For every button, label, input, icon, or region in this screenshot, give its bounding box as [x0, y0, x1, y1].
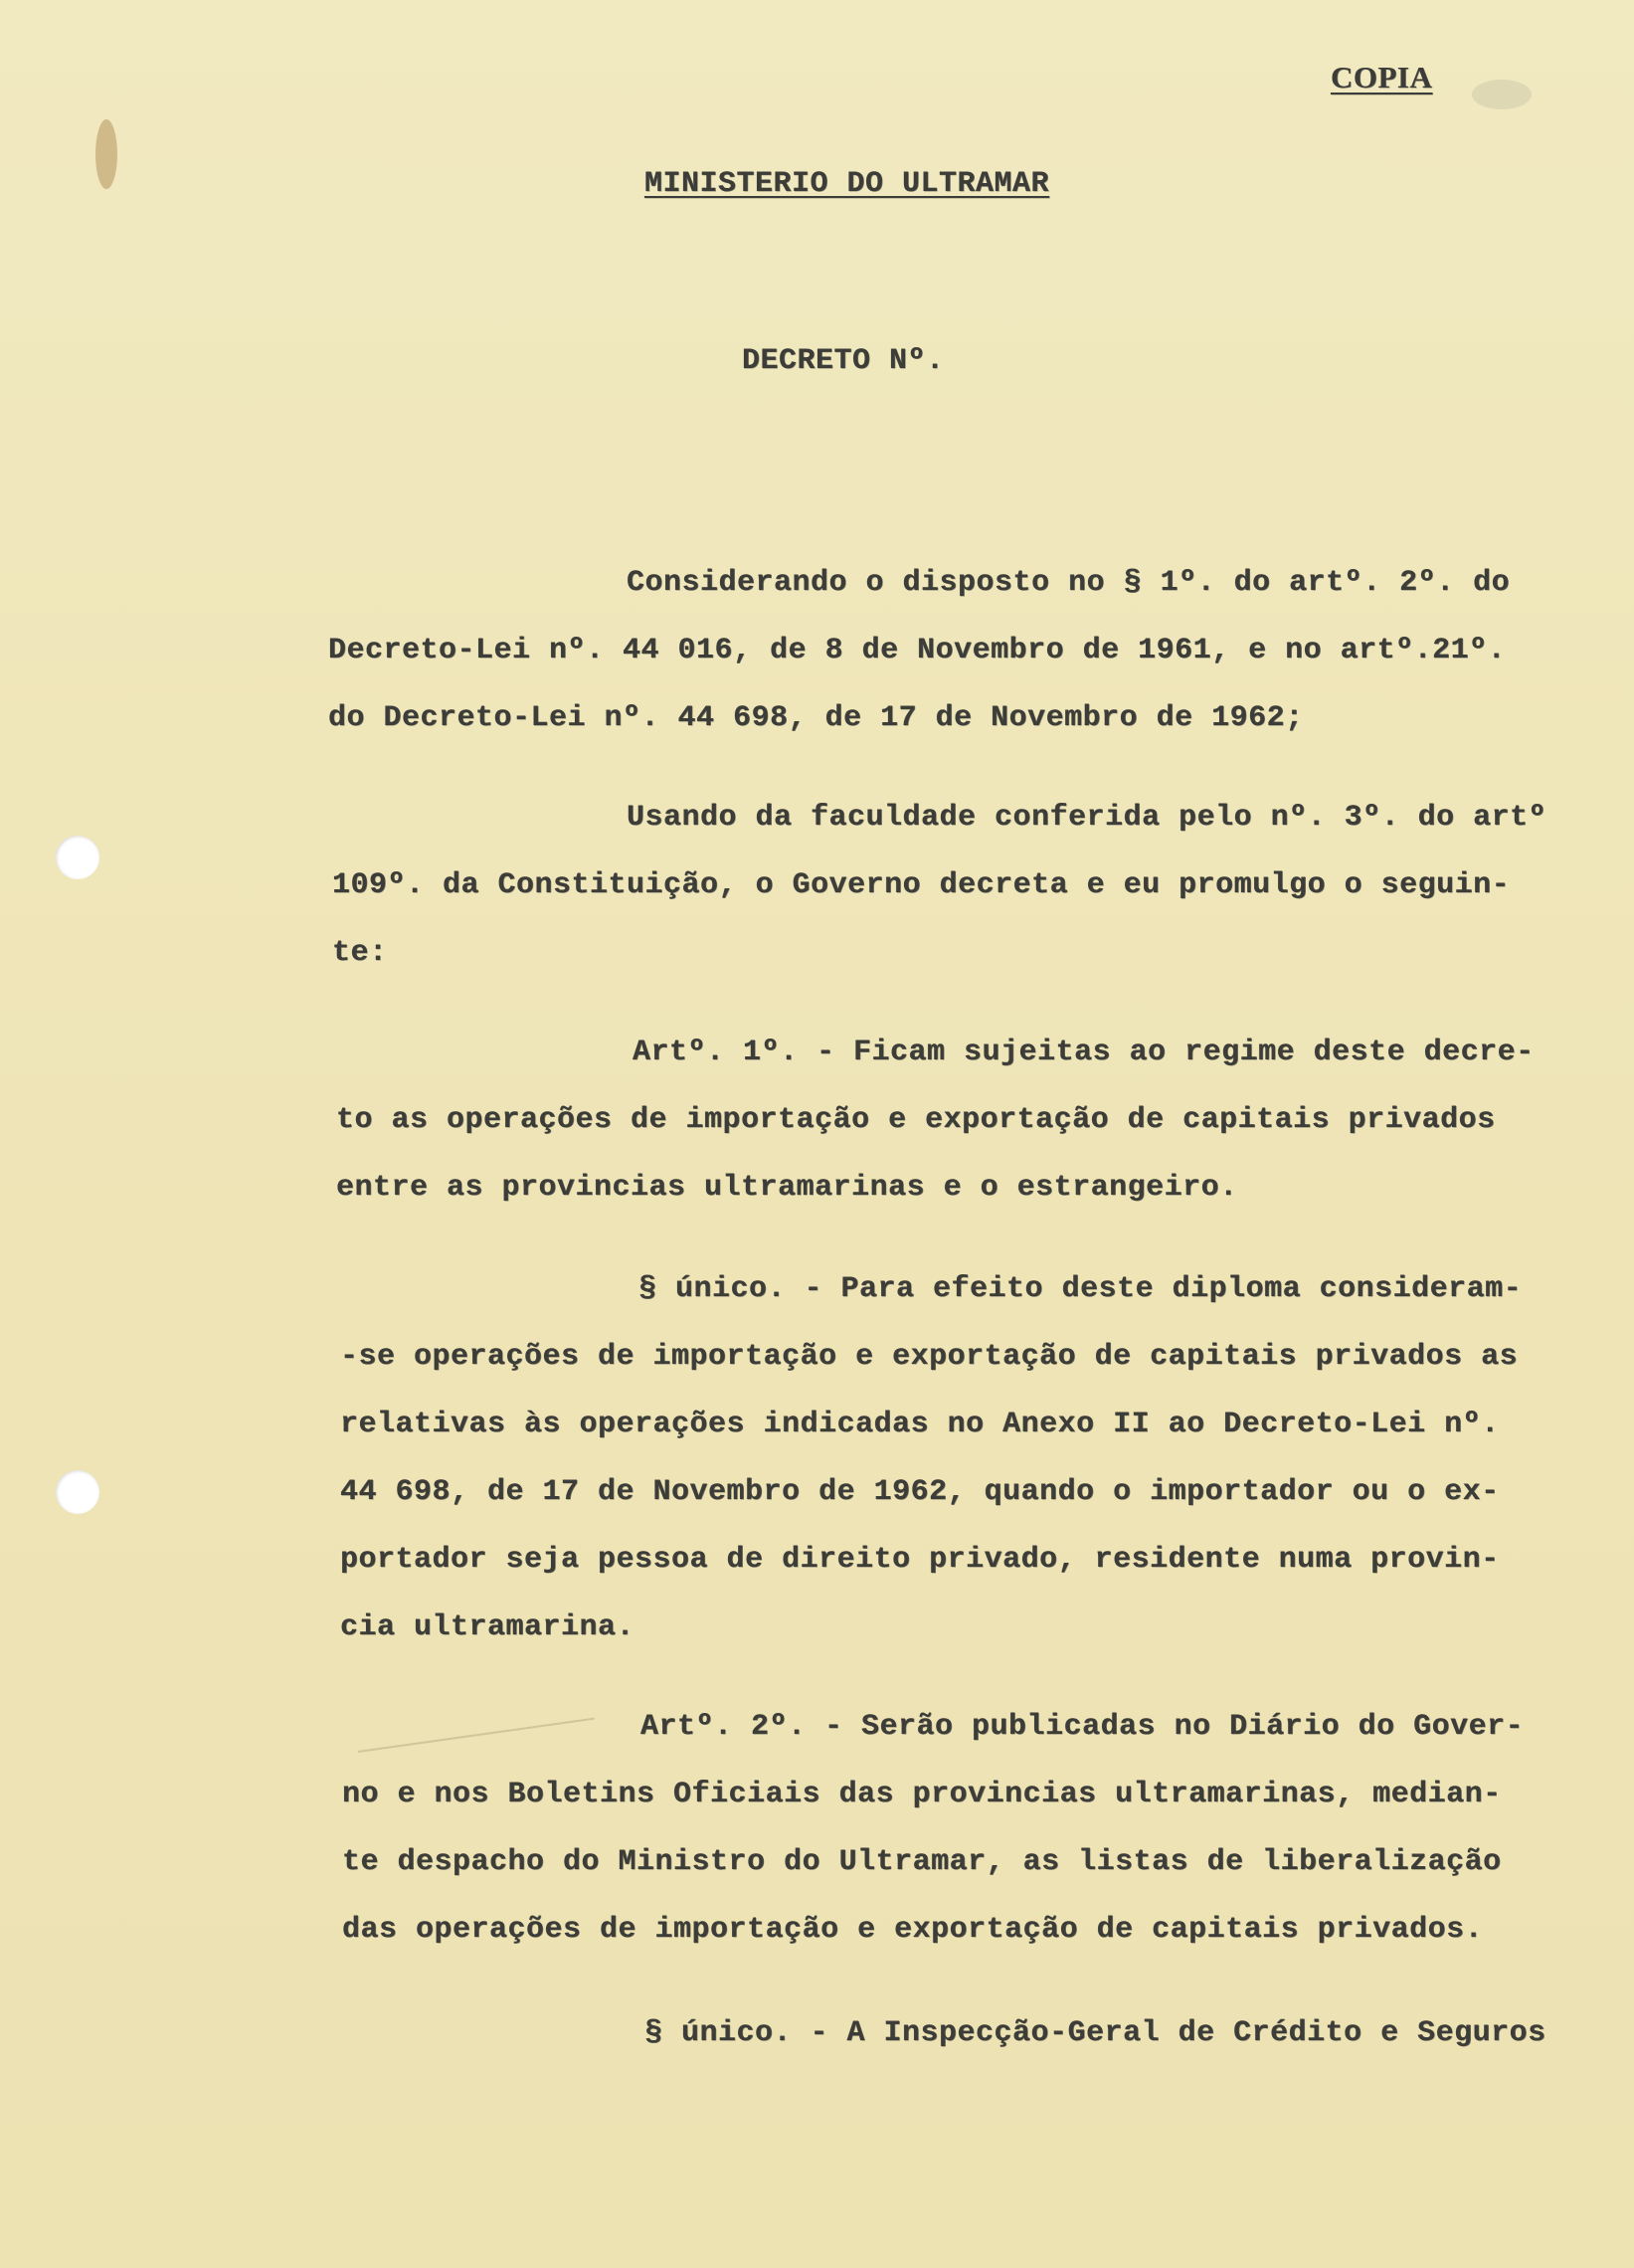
text-line: portador seja pessoa de direito privado, residente numa provin- — [340, 1543, 1500, 1577]
text-line: -se operações de importação e exportação de capitais privados as — [340, 1340, 1519, 1374]
text-line: to as operações de importação e exportação de capitais privados — [336, 1103, 1496, 1137]
text-line: Artº. 1º. - Ficam sujeitas ao regime deste decre- — [633, 1036, 1535, 1069]
punch-hole-top — [56, 836, 99, 879]
paragraph-article-2 — [342, 1693, 1524, 1964]
paragraph-article-1 — [336, 1019, 1535, 1222]
bleed-through-text — [149, 557, 166, 588]
text-line: te: — [332, 936, 388, 970]
ministry-heading: MINISTERIO DO ULTRAMAR — [644, 167, 1050, 201]
text-line: § único. - A Inspecção-Geral de Crédito e Seguros — [644, 2016, 1546, 2050]
paragraph-article-1-sole — [340, 1255, 1522, 1661]
text-line: 44 698, de 17 de Novembro de 1962, quando o importador ou o ex- — [340, 1475, 1500, 1509]
decree-title: DECRETO Nº. — [742, 344, 945, 378]
text-line: te despacho do Ministro do Ultramar, as listas de liberalização — [342, 1845, 1502, 1879]
text-line: cia ultramarina. — [340, 1610, 635, 1644]
text-line: do Decreto-Lei nº. 44 698, de 17 de Novembro de 1962; — [328, 701, 1304, 735]
paragraph-article-2-sole — [344, 1999, 1546, 2067]
text-line: Usando da faculdade conferida pelo nº. 3º. do artº — [627, 801, 1547, 835]
paper-stain — [95, 119, 117, 189]
copy-stamp: COPIA — [1331, 60, 1433, 94]
text-line: Artº. 2º. - Serão publicadas no Diário do Gover- — [640, 1710, 1525, 1744]
text-line: entre as provincias ultramarinas e o estrangeiro. — [336, 1171, 1238, 1205]
text-line: § único. - Para efeito deste diploma consideram- — [638, 1272, 1523, 1306]
text-line: 109º. da Constituição, o Governo decreta e eu promulgo o seguin- — [332, 868, 1511, 902]
text-line: no e nos Boletins Oficiais das provincias ultramarinas, median- — [342, 1778, 1502, 1811]
paper-stain — [1472, 80, 1532, 109]
text-line: Considerando o disposto no § 1º. do artº. 2º. do — [627, 566, 1511, 600]
text-line: das operações de importação e exportação de capitais privados. — [342, 1913, 1484, 1947]
text-line: relativas às operações indicadas no Anexo II ao Decreto-Lei nº. — [340, 1408, 1500, 1441]
text-line: Decreto-Lei nº. 44 016, de 8 de Novembro de 1961, e no artº.21º. — [328, 634, 1507, 667]
paragraph-considerando — [328, 549, 1510, 752]
punch-hole-bottom — [56, 1470, 99, 1514]
paragraph-usando — [332, 784, 1546, 987]
